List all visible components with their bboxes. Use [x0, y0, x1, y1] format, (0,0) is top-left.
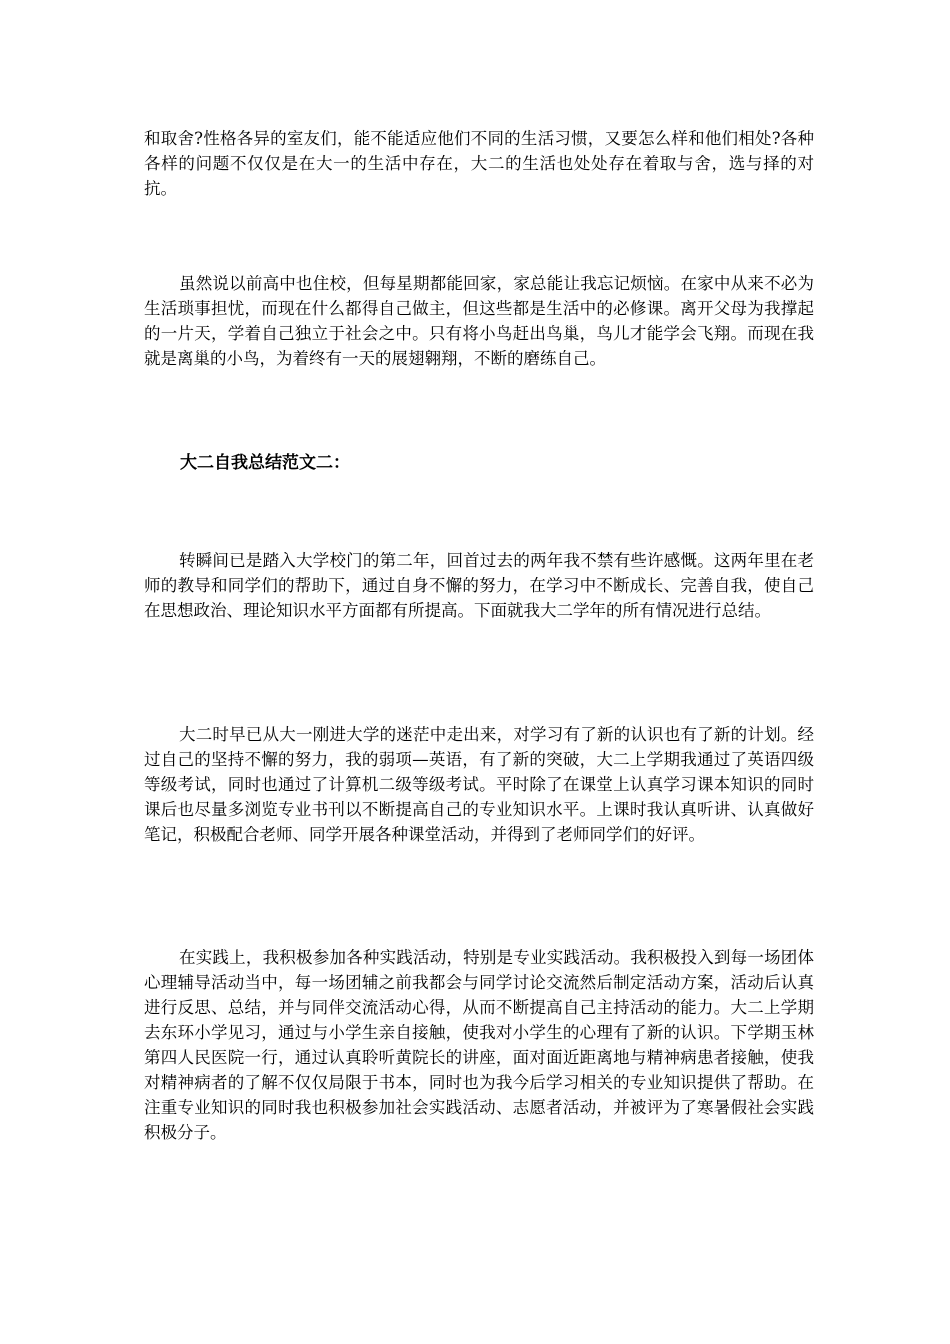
- paragraph-3: 转瞬间已是踏入大学校门的第二年，回首过去的两年我不禁有些许感慨。这两年里在老师的教导和同学们的帮助下，通过自身不懈的努力，在学习中不断成长、完善自我，使自己在思想政治、理论知识水平方面都有所提高。下面就我大二学年的所有情况进行总结。: [144, 551, 814, 620]
- paragraph-5: 在实践上，我积极参加各种实践活动，特别是专业实践活动。我积极投入到每一场团体心理辅导活动当中，每一场团辅之前我都会与同学讨论交流然后制定活动方案，活动后认真进行反思、总结，并与同伴交流活动心得，从而不断提高自己主持活动的能力。大二上学期去东环小学见习，通过与小学生亲自接触，使我对小学生的心理有了新的认识。下学期玉林第四人民医院一行，通过认真聆听黄院长的讲座，面对面近距离地与精神病患者接触，使我对精神病者的了解不仅仅局限于书本，同时也为我今后学习相关的专业知识提供了帮助。在注重专业知识的同时我也积极参加社会实践活动、志愿者活动，并被评为了寒暑假社会实践积极分子。: [144, 948, 814, 1142]
- paragraph-2: 虽然说以前高中也住校，但每星期都能回家，家总能让我忘记烦恼。在家中从来不必为生活琐事担忧，而现在什么都得自己做主，但这些都是生活中的必修课。离开父母为我撑起的一片天，学着自己独立于社会之中。只有将小鸟赶出鸟巢，鸟儿才能学会飞翔。而现在我就是离巢的小鸟，为着终有一天的展翅翱翔，不断的磨练自己。: [144, 274, 814, 368]
- section-heading: 大二自我总结范文二：: [180, 453, 350, 473]
- paragraph-4: 大二时早已从大一刚进大学的迷茫中走出来，对学习有了新的认识也有了新的计划。经过自己的坚持不懈的努力，我的弱项—英语，有了新的突破，大二上学期我通过了英语四级等级考试，同时也通过了计算机二级等级考试。平时除了在课堂上认真学习课本知识的同时课后也尽量多浏览专业书刊以不断提高自己的专业知识水平。上课时我认真听讲、认真做好笔记，积极配合老师、同学开展各种课堂活动，并得到了老师同学们的好评。: [144, 725, 814, 844]
- paragraph-1: 和取舍?性格各异的室友们，能不能适应他们不同的生活习惯，又要怎么样和他们相处?各种各样的问题不仅仅是在大一的生活中存在，大二的生活也处处存在着取与舍，选与择的对抗。: [144, 129, 814, 198]
